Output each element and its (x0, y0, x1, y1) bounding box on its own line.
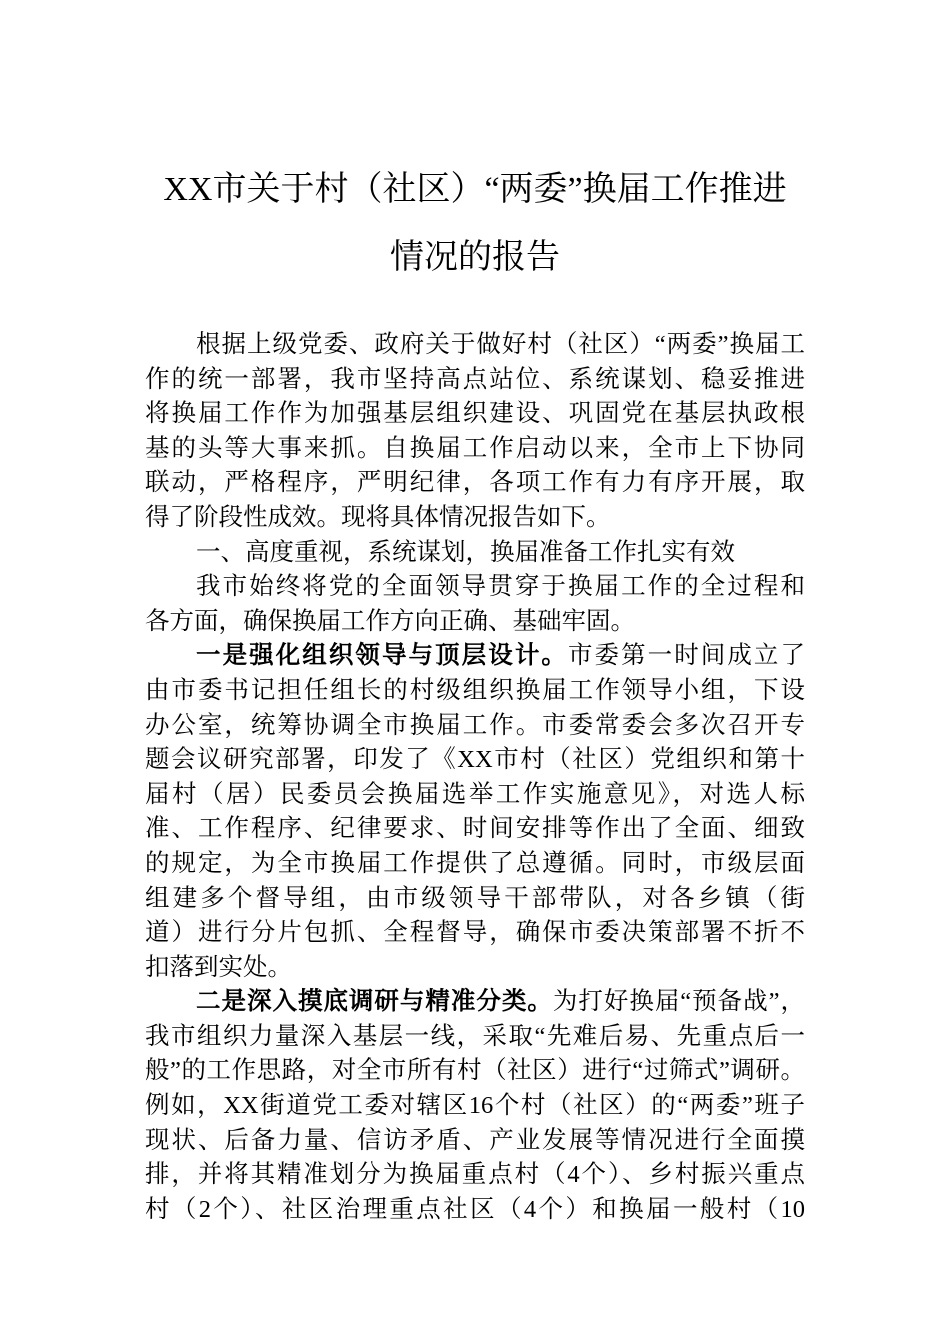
line-text: 准、工作程序、纪律要求、时间安排等作出了全面、细致 (145, 815, 805, 843)
text-line (145, 951, 805, 986)
line-text: 现状、后备力量、信访矛盾、产业发展等情况进行全面摸 (145, 1126, 805, 1154)
text-line (145, 605, 805, 640)
line-text: 基的头等大事来抓。自换届工作启动以来，全市上下协同 (145, 434, 805, 462)
line-text: 将换届工作作为加强基层组织建设、巩固党在基层执政根 (145, 400, 805, 428)
text-line (145, 501, 805, 536)
text-line (145, 639, 805, 674)
text-line (145, 466, 805, 501)
text-line (145, 812, 805, 847)
line-text: 我市组织力量深入基层一线，采取“先难后易、先重点后一 (145, 1022, 805, 1050)
text-line (145, 397, 805, 432)
text-line (145, 432, 805, 467)
paragraph (145, 570, 805, 639)
line-text: 作的统一部署，我市坚持高点站位、系统谋划、稳妥推进 (145, 365, 805, 393)
document-body (145, 328, 805, 1227)
text-line (145, 778, 805, 813)
line-text: 道）进行分片包抓、全程督导，确保市委决策部署不折不 (145, 919, 805, 947)
text-line (145, 1020, 805, 1055)
document-title (100, 156, 850, 292)
line-text: 的规定，为全市换届工作提供了总遵循。同时，市级层面 (145, 849, 805, 877)
paragraph (145, 985, 805, 1227)
line-text: 排，并将其精准划分为换届重点村（4个）、乡村振兴重点 (145, 1161, 805, 1189)
line-text: 般”的工作思路，对全市所有村（社区）进行“过筛式”调研。 (145, 1057, 805, 1085)
paragraph (145, 639, 805, 985)
line-text: 届村（居）民委员会换届选举工作实施意见》，对选人标 (145, 780, 805, 808)
text-line (145, 363, 805, 398)
text-line (145, 743, 805, 778)
text-line (145, 674, 805, 709)
title-line-2: 情况的报告 (390, 239, 560, 276)
line-text: 根据上级党委、政府关于做好村（社区）“两委”换届工 (196, 331, 805, 358)
line-text: 组建多个督导组，由市级领导干部带队，对各乡镇（街 (145, 884, 805, 912)
text-line (145, 536, 805, 571)
line-text: 办公室，统筹协调全市换届工作。市委常委会多次召开专 (145, 711, 805, 739)
text-line (145, 570, 805, 605)
text-line (145, 1124, 805, 1159)
text-line (145, 916, 805, 951)
line-text: 扣落到实处。 (145, 953, 292, 981)
line-text: 村（2个）、社区治理重点社区（4个）和换届一般村（10 (145, 1195, 805, 1223)
text-line (145, 985, 805, 1020)
paragraph (145, 328, 805, 536)
text-line (145, 847, 805, 882)
line-text: 我市始终将党的全面领导贯穿于换届工作的全过程和 (196, 573, 805, 601)
line-text: 得了阶段性成效。现将具体情况报告如下。 (145, 503, 611, 531)
line-text: 一、高度重视，系统谋划，换届准备工作扎实有效 (196, 538, 735, 566)
line-text: 例如，XX街道党工委对辖区16个村（社区）的“两委”班子 (145, 1092, 805, 1120)
line-text: 市委第一时间成立了 (567, 642, 805, 670)
line-text: 联动，严格程序，严明纪律，各项工作有力有序开展，取 (145, 469, 805, 497)
bold-lead-in: 二是深入摸底调研与精准分类。 (196, 988, 553, 1016)
text-line (145, 328, 805, 363)
title-line-1: XX市关于村（社区）“两委”换届工作推进 (163, 171, 787, 208)
text-line (145, 1054, 805, 1089)
text-line (145, 1089, 805, 1124)
line-text: 题会议研究部署，印发了《XX市村（社区）党组织和第十 (145, 746, 805, 774)
text-line (145, 1158, 805, 1193)
line-text: 各方面，确保换届工作方向正确、基础牢固。 (145, 607, 635, 635)
line-text: 由市委书记担任组长的村级组织换届工作领导小组，下设 (145, 676, 805, 704)
line-text: 为打好换届“预备战”， (552, 988, 806, 1016)
bold-lead-in: 一是强化组织领导与顶层设计。 (196, 642, 568, 670)
text-line (145, 709, 805, 744)
section-heading (145, 536, 805, 571)
text-line (145, 882, 805, 917)
text-line (145, 1193, 805, 1228)
